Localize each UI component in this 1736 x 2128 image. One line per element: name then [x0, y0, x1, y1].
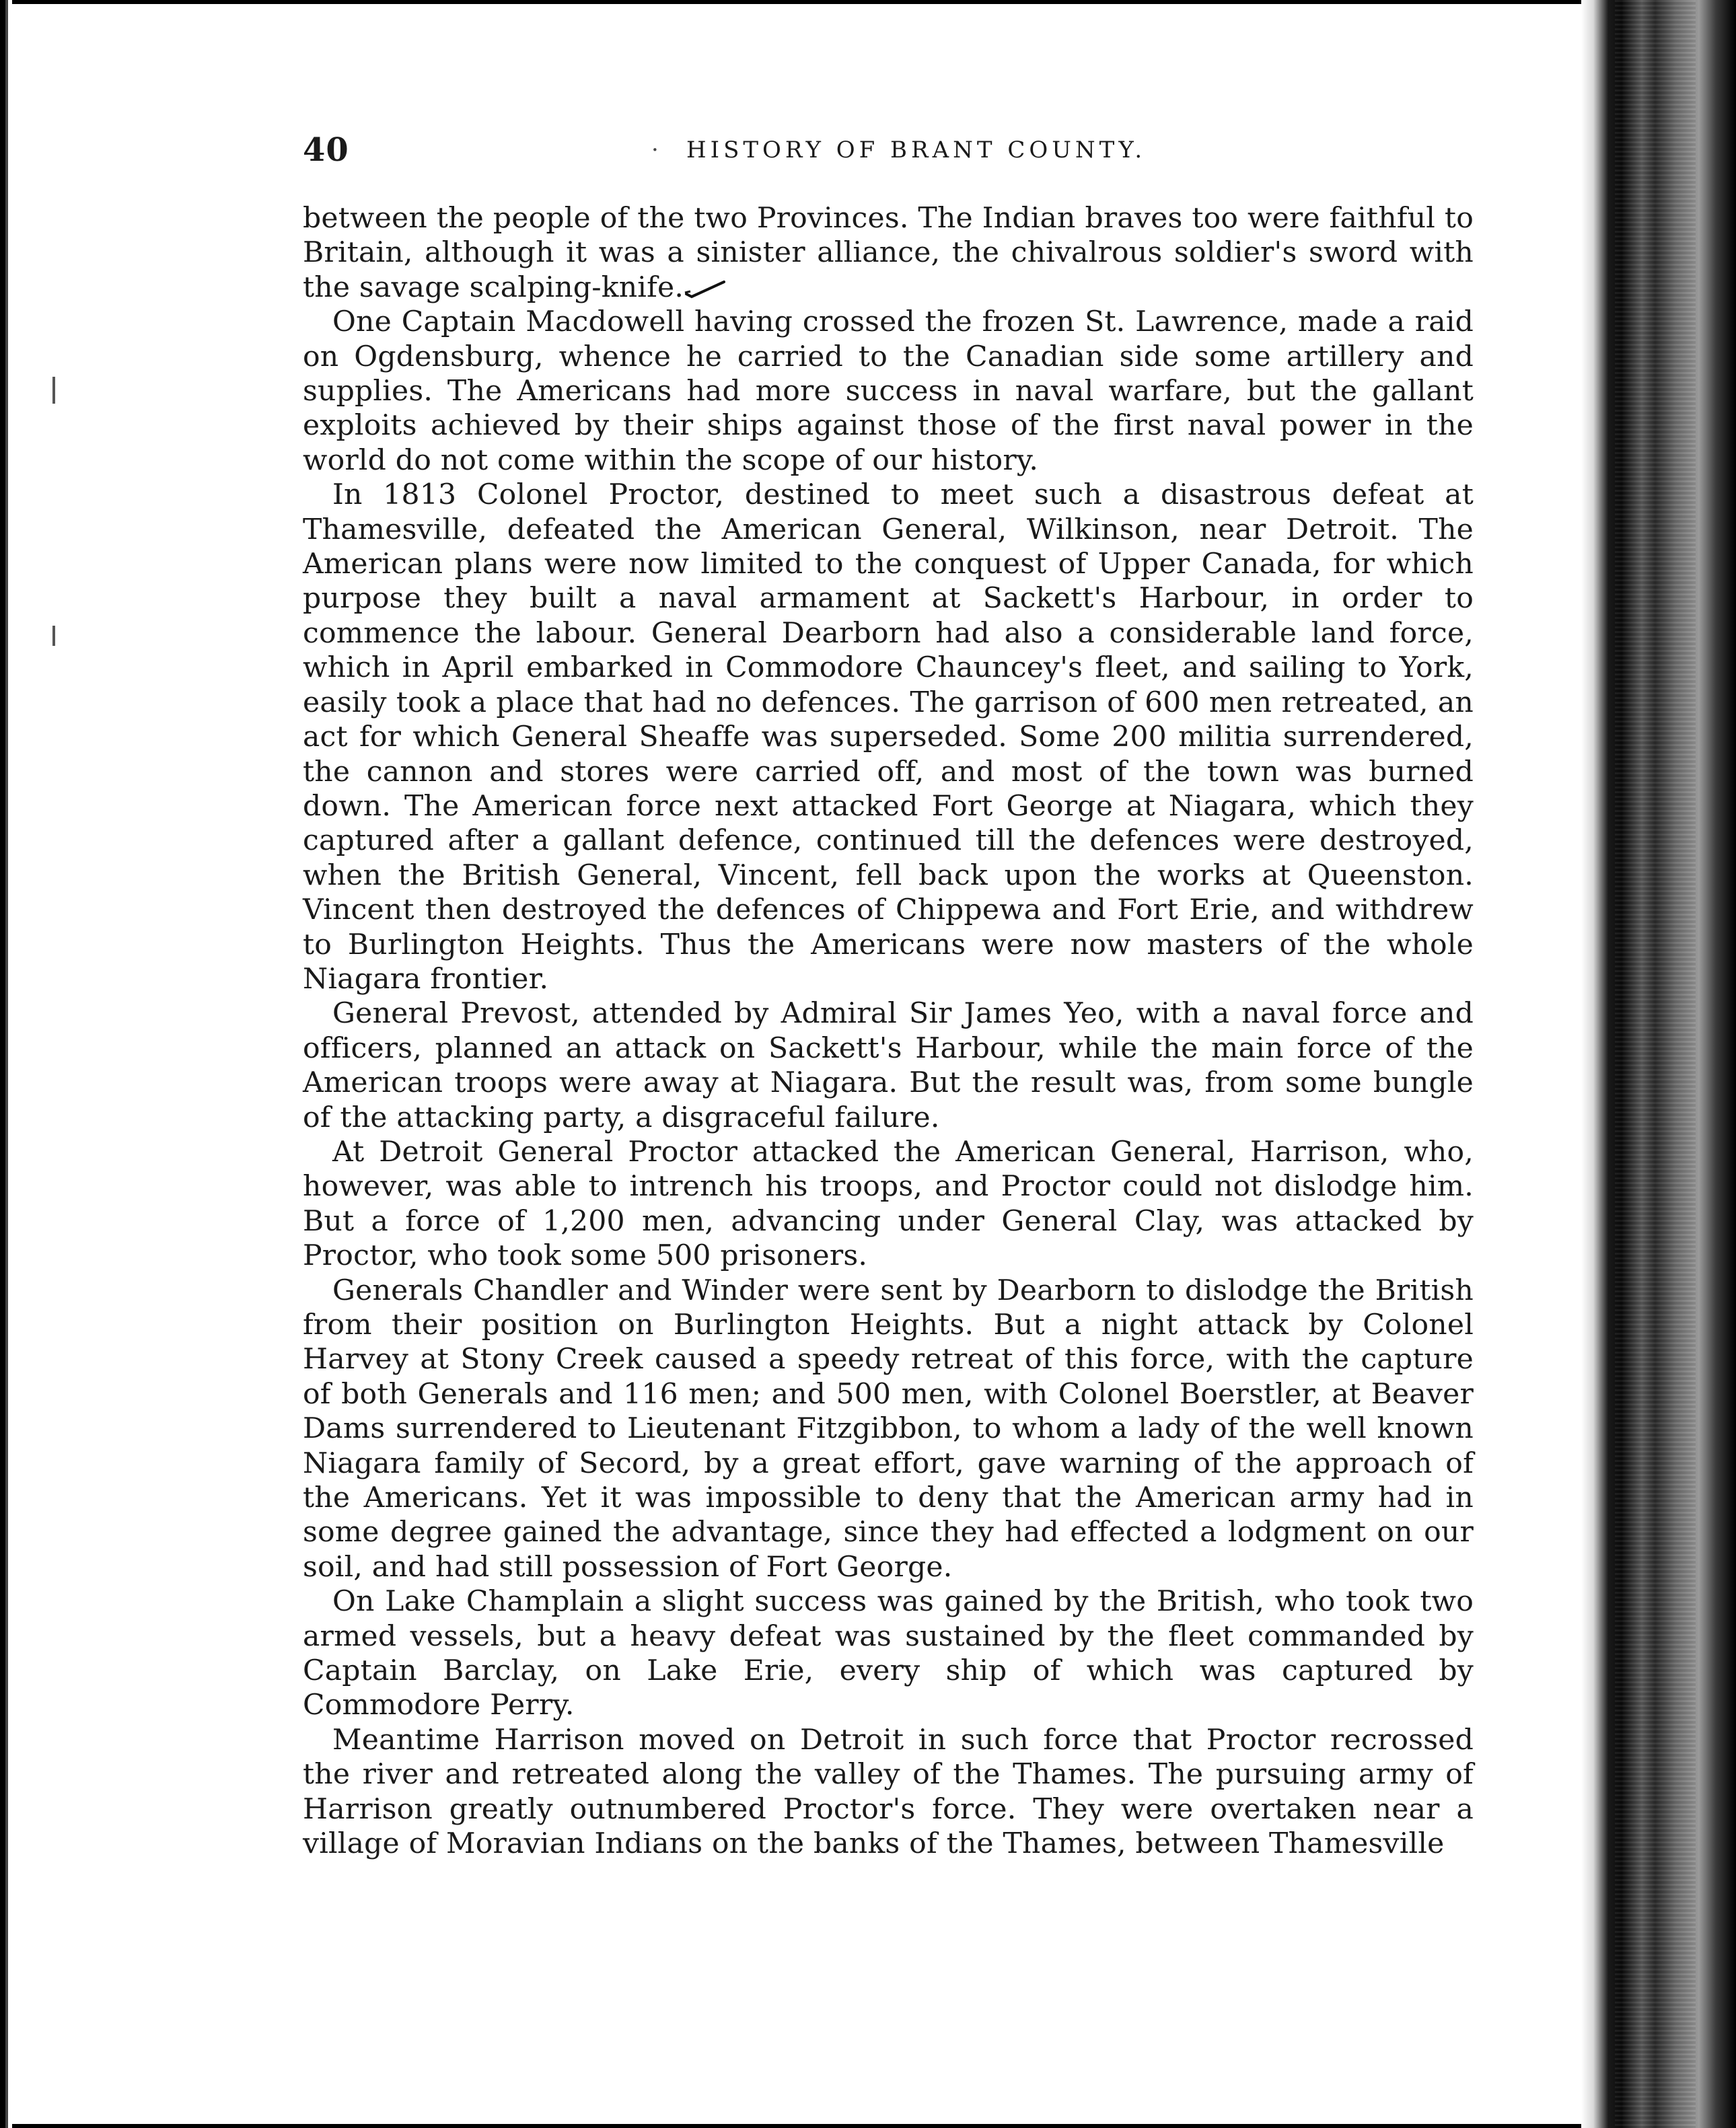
scan-bottom-edge [0, 2124, 1736, 2128]
header-dot: · [651, 137, 659, 163]
paragraph: At Detroit General Proctor attacked the American General, Harrison, who, however, was able to intrench his troops, and Proctor could not dislodge him. But a force of 1,200 men, advancing under General Clay, was attacked by Proctor, who took some 500 prisoners. [303, 1135, 1474, 1273]
scan-left-edge [0, 0, 12, 2128]
scan-top-edge [0, 0, 1736, 4]
paragraph: Meantime Harrison moved on Detroit in such force that Proctor recrossed the river and retreated along the valley of the Thames. The pursuing army of Harrison greatly outnumbered Proctor's force. They were overtaken near a village of Moravian Indians on the banks of the Thames, between Thamesville [303, 1723, 1474, 1861]
pen-checkmark-icon [684, 279, 727, 299]
paragraph: In 1813 Colonel Proctor, destined to meet such a disastrous defeat at Thamesville, defeated the American General, Wilkinson, near Detroit. The American plans were now limited to the conquest of Upper Canada, for which purpose they built a naval armament at Sackett's Harbour, in order to commence the labour. General Dearborn had also a considerable land force, which in April embarked in Commodore Chauncey's fleet, and sailing to York, easily took a place that had no defences. The garrison of 600 men retreated, an act for which General Sheaffe was superseded. Some 200 militia surrendered, the cannon and stores were carried off, and most of the town was burned down. The American force next attacked Fort George at Niagara, which they captured after a gallant defence, continued till the defences were destroyed, when the British General, Vincent, fell back upon the works at Queenston. Vincent then destroyed the defences of Chippewa and Fort Erie, and withdrew to Burlington Heights. Thus the Americans were now masters of the whole Niagara frontier. [303, 478, 1474, 996]
paragraph: One Captain Macdowell having crossed the frozen St. Lawrence, made a raid on Ogdensburg, whence he carried to the Canadian side some artillery and supplies. The Americans had more success in naval warfare, but the gallant exploits achieved by their ships against those of the first naval power in the world do not come within the scope of our history. [303, 305, 1474, 477]
paragraph: On Lake Champlain a slight success was gained by the British, who took two armed vessels, but a heavy defeat was sustained by the fleet commanded by Captain Barclay, on Lake Erie, every ship of which was captured by Commodore Perry. [303, 1585, 1474, 1722]
running-header [303, 131, 1474, 178]
paragraph-text: between the people of the two Provinces. The Indian braves too were faithful to Britain, although it was a sinister alliance, the chivalrous soldier's sword with the savage scalping-knife. [303, 202, 1474, 304]
margin-speck [52, 626, 55, 646]
running-title: HISTORY OF BRANT COUNTY. [686, 137, 1147, 163]
paragraph: General Prevost, attended by Admiral Sir James Yeo, with a naval force and officers, planned an attack on Sackett's Harbour, while the main force of the American troops were away at Niagara. But the result was, from some bungle of the attacking party, a disgraceful failure. [303, 997, 1474, 1134]
body-text [303, 201, 1474, 1862]
book-page [303, 131, 1474, 1862]
paragraph [303, 201, 1474, 305]
margin-speck [52, 377, 55, 404]
book-binding-edge [1581, 0, 1736, 2128]
page-number: 40 [303, 131, 349, 169]
paragraph: Generals Chandler and Winder were sent by Dearborn to dislodge the British from their position on Burlington Heights. But a night attack by Colonel Harvey at Stony Creek caused a speedy retreat of this force, with the capture of both Generals and 116 men; and 500 men, with Colonel Boerstler, at Beaver Dams surrendered to Lieutenant Fitzgibbon, to whom a lady of the well known Niagara family of Secord, by a great effort, gave warning of the approach of the Americans. Yet it was impossible to deny that the American army had in some degree gained the advantage, since they had effected a lodgment on our soil, and had still possession of Fort George. [303, 1274, 1474, 1584]
